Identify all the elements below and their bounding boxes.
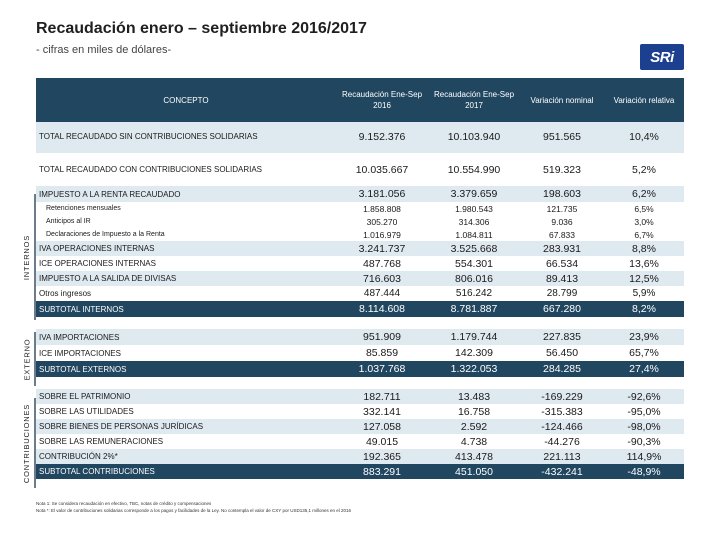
table-row-contribucion xyxy=(36,449,684,464)
table-cell-v2017: 16.758 xyxy=(428,404,520,419)
page-title: Recaudación enero – septiembre 2016/2017 xyxy=(36,20,367,37)
table-row-bienes xyxy=(36,419,684,434)
table-cell-relativa: 6,7% xyxy=(604,228,684,241)
table-cell-v2017: 8.781.887 xyxy=(428,301,520,317)
section-label-externo xyxy=(20,332,34,386)
table-cell-nominal: 283.931 xyxy=(520,241,604,256)
table-cell-v2017: 806.016 xyxy=(428,271,520,286)
col-header-nominal: Variación nominal xyxy=(520,78,604,122)
table-cell-v2016: 487.768 xyxy=(336,256,428,271)
table-cell-label: ICE OPERACIONES INTERNAS xyxy=(36,256,336,271)
footnote-2: Nota *: El valor de contribuciones solidarias corresponde a los pagos y facilidades de la Ley. No contempla el valor de CXY por USD135,1 millones en el 2016 xyxy=(36,508,352,513)
table-cell-relativa: 13,6% xyxy=(604,256,684,271)
table-cell-relativa: 114,9% xyxy=(604,449,684,464)
table-row-iva-internas xyxy=(36,241,684,256)
table-cell-nominal: 284.285 xyxy=(520,361,604,377)
table-cell-label: ICE IMPORTACIONES xyxy=(36,345,336,361)
table-cell-label: SUBTOTAL INTERNOS xyxy=(36,301,336,317)
table-cell-label: IVA IMPORTACIONES xyxy=(36,329,336,345)
table-cell-v2016: 305.270 xyxy=(336,215,428,228)
table-spacer xyxy=(36,177,684,186)
table-cell-label: SUBTOTAL CONTRIBUCIONES xyxy=(36,464,336,479)
section-label-contribuciones xyxy=(20,398,34,488)
table-cell-v2016: 182.711 xyxy=(336,389,428,404)
table-cell-relativa: -92,6% xyxy=(604,389,684,404)
col-header-relativa: Variación relativa xyxy=(604,78,684,122)
table-cell-label: IMPUESTO A LA SALIDA DE DIVISAS xyxy=(36,271,336,286)
table-cell-nominal: 121.735 xyxy=(520,202,604,215)
col-header-2016: Recaudación Ene-Sep 2016 xyxy=(336,78,428,122)
footnote-1: Nota 1: Se considera recaudación en efectivo, TBC, notas de crédito y compensaciones xyxy=(36,501,212,506)
table-cell-label: SUBTOTAL EXTERNOS xyxy=(36,361,336,377)
table-cell-v2017: 13.483 xyxy=(428,389,520,404)
table-cell-nominal: -44.276 xyxy=(520,434,604,449)
table-cell-label: Declaraciones de Impuesto a la Renta xyxy=(36,228,336,241)
table-cell-v2016: 487.444 xyxy=(336,286,428,301)
table-cell-v2017: 10.103.940 xyxy=(428,129,520,144)
table-spacer xyxy=(36,317,684,329)
table-cell-label: TOTAL RECAUDADO SIN CONTRIBUCIONES SOLIDARIAS xyxy=(36,129,336,144)
table-cell-nominal: -432.241 xyxy=(520,464,604,479)
table-cell-nominal: 519.323 xyxy=(520,162,604,177)
table-cell-v2016: 1.858.808 xyxy=(336,202,428,215)
table-spacer-row xyxy=(36,144,684,153)
table-spacer xyxy=(36,377,684,389)
table-cell-label: IMPUESTO A LA RENTA RECAUDADO xyxy=(36,186,336,202)
table-row-subtotal-contribuciones xyxy=(36,464,684,479)
sri-logo: SRi xyxy=(640,44,684,70)
table-cell-v2017: 1.084.811 xyxy=(428,228,520,241)
table-spacer xyxy=(36,153,684,162)
table-cell-v2016: 716.603 xyxy=(336,271,428,286)
table-row-utilidades xyxy=(36,404,684,419)
table-cell-v2017: 3.525.668 xyxy=(428,241,520,256)
table-cell-nominal: 56.450 xyxy=(520,345,604,361)
table-cell-label: Anticipos al IR xyxy=(36,215,336,228)
col-header-concepto: CONCEPTO xyxy=(36,78,336,122)
table-row-renta xyxy=(36,186,684,202)
table-cell-v2016: 332.141 xyxy=(336,404,428,419)
table-row-anticipos xyxy=(36,215,684,228)
table-cell-relativa: 12,5% xyxy=(604,271,684,286)
col-header-2017: Recaudación Ene-Sep 2017 xyxy=(428,78,520,122)
table-cell-v2016: 1.037.768 xyxy=(336,361,428,377)
table-cell-v2017: 3.379.659 xyxy=(428,186,520,202)
section-label-internos xyxy=(20,194,34,320)
table-cell-v2017: 4.738 xyxy=(428,434,520,449)
table-row-subtotal-internos xyxy=(36,301,684,317)
table-cell-v2016: 3.241.737 xyxy=(336,241,428,256)
table-cell-relativa: 27,4% xyxy=(604,361,684,377)
table-cell-v2017: 1.980.543 xyxy=(428,202,520,215)
table-cell-nominal: 951.565 xyxy=(520,129,604,144)
table-cell-nominal: 198.603 xyxy=(520,186,604,202)
table-cell-label: SOBRE LAS REMUNERACIONES xyxy=(36,434,336,449)
section-label-text: CONTRIBUCIONES xyxy=(22,403,32,483)
table-cell-v2017: 451.050 xyxy=(428,464,520,479)
table-row-total-sin xyxy=(36,129,684,144)
table-cell-relativa: -98,0% xyxy=(604,419,684,434)
table-cell-label: CONTRIBUCIÓN 2%* xyxy=(36,449,336,464)
section-label-text: INTERNOS xyxy=(22,234,32,280)
table-row-otros xyxy=(36,286,684,301)
table-spacer xyxy=(36,122,684,129)
page-subtitle: - cifras en miles de dólares- xyxy=(36,44,172,56)
table-cell-v2016: 192.365 xyxy=(336,449,428,464)
table-row-ice-internas xyxy=(36,256,684,271)
table-cell-v2016: 10.035.667 xyxy=(336,162,428,177)
table-cell-label: Retenciones mensuales xyxy=(36,202,336,215)
section-label-text: EXTERNO xyxy=(22,338,32,380)
table-row-ice-importaciones xyxy=(36,345,684,361)
table-cell-relativa: 8,2% xyxy=(604,301,684,317)
table-cell-relativa: -95,0% xyxy=(604,404,684,419)
table-cell-v2016: 85.859 xyxy=(336,345,428,361)
table-cell-v2017: 1.322.053 xyxy=(428,361,520,377)
table-cell-label: SOBRE LAS UTILIDADES xyxy=(36,404,336,419)
table-spacer-row xyxy=(36,317,684,329)
table-cell-nominal: -124.466 xyxy=(520,419,604,434)
table-cell-relativa: 8,8% xyxy=(604,241,684,256)
table-cell-nominal: 667.280 xyxy=(520,301,604,317)
table-cell-relativa: 5,2% xyxy=(604,162,684,177)
table-cell-relativa: 65,7% xyxy=(604,345,684,361)
table-cell-nominal: 67.833 xyxy=(520,228,604,241)
table-cell-v2016: 127.058 xyxy=(336,419,428,434)
table-cell-relativa: 5,9% xyxy=(604,286,684,301)
table-cell-nominal: 9.036 xyxy=(520,215,604,228)
table-cell-nominal: 66.534 xyxy=(520,256,604,271)
table-cell-label: TOTAL RECAUDADO CON CONTRIBUCIONES SOLIDARIAS xyxy=(36,162,336,177)
table-cell-v2016: 883.291 xyxy=(336,464,428,479)
table-spacer-row xyxy=(36,377,684,389)
table-cell-v2016: 3.181.056 xyxy=(336,186,428,202)
table-spacer xyxy=(36,144,684,153)
table-cell-v2016: 951.909 xyxy=(336,329,428,345)
table-cell-v2017: 516.242 xyxy=(428,286,520,301)
table-cell-nominal: 28.799 xyxy=(520,286,604,301)
table-cell-v2016: 9.152.376 xyxy=(336,129,428,144)
table-header xyxy=(36,78,684,122)
table-cell-v2017: 2.592 xyxy=(428,419,520,434)
table-cell-relativa: -48,9% xyxy=(604,464,684,479)
table-row-declaraciones xyxy=(36,228,684,241)
table-cell-v2016: 8.114.608 xyxy=(336,301,428,317)
table-cell-nominal: -315.383 xyxy=(520,404,604,419)
table-cell-relativa: 3,0% xyxy=(604,215,684,228)
table-cell-v2017: 1.179.744 xyxy=(428,329,520,345)
table-spacer-row xyxy=(36,122,684,129)
table-cell-relativa: -90,3% xyxy=(604,434,684,449)
table-spacer-row xyxy=(36,153,684,162)
table-row-retenciones xyxy=(36,202,684,215)
table-cell-v2016: 1.016.979 xyxy=(336,228,428,241)
table-cell-nominal: 221.113 xyxy=(520,449,604,464)
table-cell-v2017: 554.301 xyxy=(428,256,520,271)
footnotes xyxy=(36,500,636,514)
table-row-patrimonio xyxy=(36,389,684,404)
table-cell-v2017: 314.306 xyxy=(428,215,520,228)
table-cell-relativa: 23,9% xyxy=(604,329,684,345)
table-cell-relativa: 6,5% xyxy=(604,202,684,215)
table-spacer-row xyxy=(36,177,684,186)
table-row-isd xyxy=(36,271,684,286)
table-cell-relativa: 10,4% xyxy=(604,129,684,144)
table-cell-nominal: 89.413 xyxy=(520,271,604,286)
table-cell-nominal: -169.229 xyxy=(520,389,604,404)
table-cell-v2017: 142.309 xyxy=(428,345,520,361)
table-row-remuneraciones xyxy=(36,434,684,449)
table-cell-v2016: 49.015 xyxy=(336,434,428,449)
table-cell-relativa: 6,2% xyxy=(604,186,684,202)
table-cell-label: Otros ingresos xyxy=(36,286,336,301)
table-cell-nominal: 227.835 xyxy=(520,329,604,345)
recaudacion-table xyxy=(36,78,684,479)
table-cell-label: IVA OPERACIONES INTERNAS xyxy=(36,241,336,256)
table-row-total-con xyxy=(36,162,684,177)
table-row-iva-importaciones xyxy=(36,329,684,345)
table-cell-label: SOBRE EL PATRIMONIO xyxy=(36,389,336,404)
table-cell-v2017: 413.478 xyxy=(428,449,520,464)
table-row-subtotal-externos xyxy=(36,361,684,377)
table-cell-v2017: 10.554.990 xyxy=(428,162,520,177)
table-cell-label: SOBRE BIENES DE PERSONAS JURÍDICAS xyxy=(36,419,336,434)
